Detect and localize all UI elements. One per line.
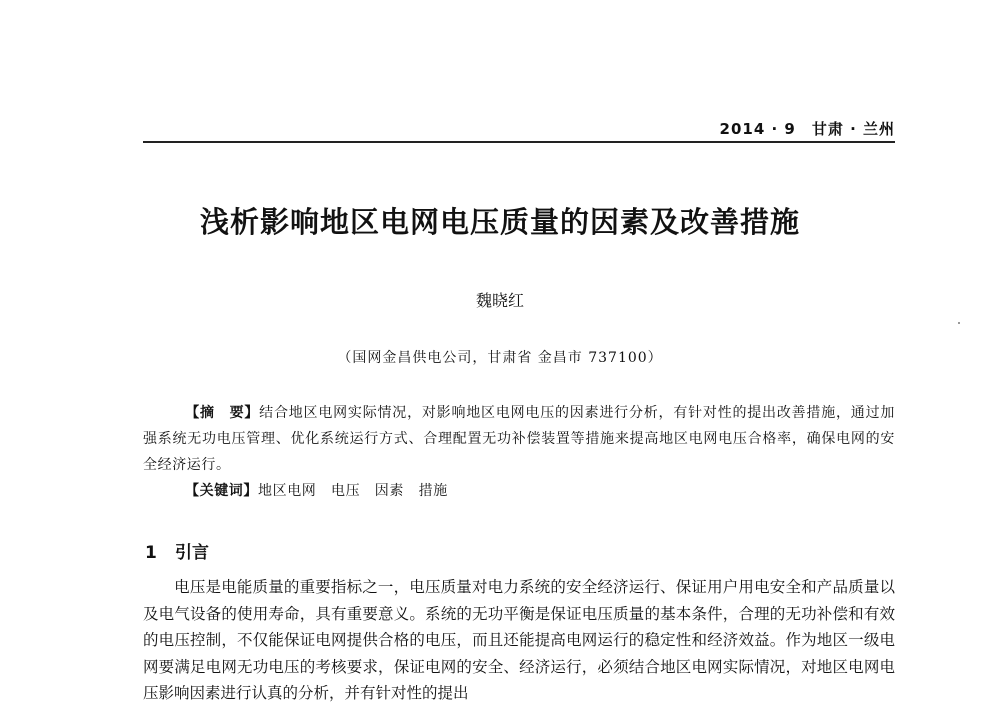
keywords — [143, 478, 895, 504]
body-paragraph — [143, 574, 895, 707]
section-title: 引言 — [175, 543, 209, 563]
keywords-text: 地区电网 电压 因素 措施 — [258, 483, 448, 499]
author-name: 魏晓红 — [475, 291, 524, 310]
author-affiliation: （国网金昌供电公司，甘肃省 金昌市 737100） — [337, 350, 663, 366]
scan-speck — [958, 322, 960, 324]
abstract — [143, 400, 895, 478]
section-number: 1 — [145, 543, 157, 563]
abstract-label: 【摘 要】 — [185, 405, 260, 421]
abstract-text: 结合地区电网实际情况，对影响地区电网电压的因素进行分析，有针对性的提出改善措施，通过加强系统无功电压管理、优化系统运行方式、合理配置无功补偿装置等措施来提高地区电网电压合格率，确保电网的安全经济运行。 — [143, 405, 895, 473]
section-heading — [145, 538, 209, 563]
header-rule — [143, 141, 895, 143]
body-paragraph-text: 电压是电能质量的重要指标之一，电压质量对电力系统的安全经济运行、保证用户用电安全和产品质量以及电气设备的使用寿命，具有重要意义。系统的无功平衡是保证电压质量的基本条件，合理的无功补偿和有效的电压控制，不仅能保证电网提供合格的电压，而且还能提高电网运行的稳定性和经济效益。作为地区一级电网要满足电网无功电压的考核要求，保证电网的安全、经济运行，必须结合地区电网实际情况，对地区电网电压影响因素进行认真的分析，并有针对性的提出 — [143, 578, 895, 702]
running-header: 2014 · 9 甘肃 · 兰州 — [719, 120, 895, 138]
keywords-label: 【关键词】 — [185, 483, 258, 499]
article-title: 浅析影响地区电网电压质量的因素及改善措施 — [199, 205, 800, 239]
